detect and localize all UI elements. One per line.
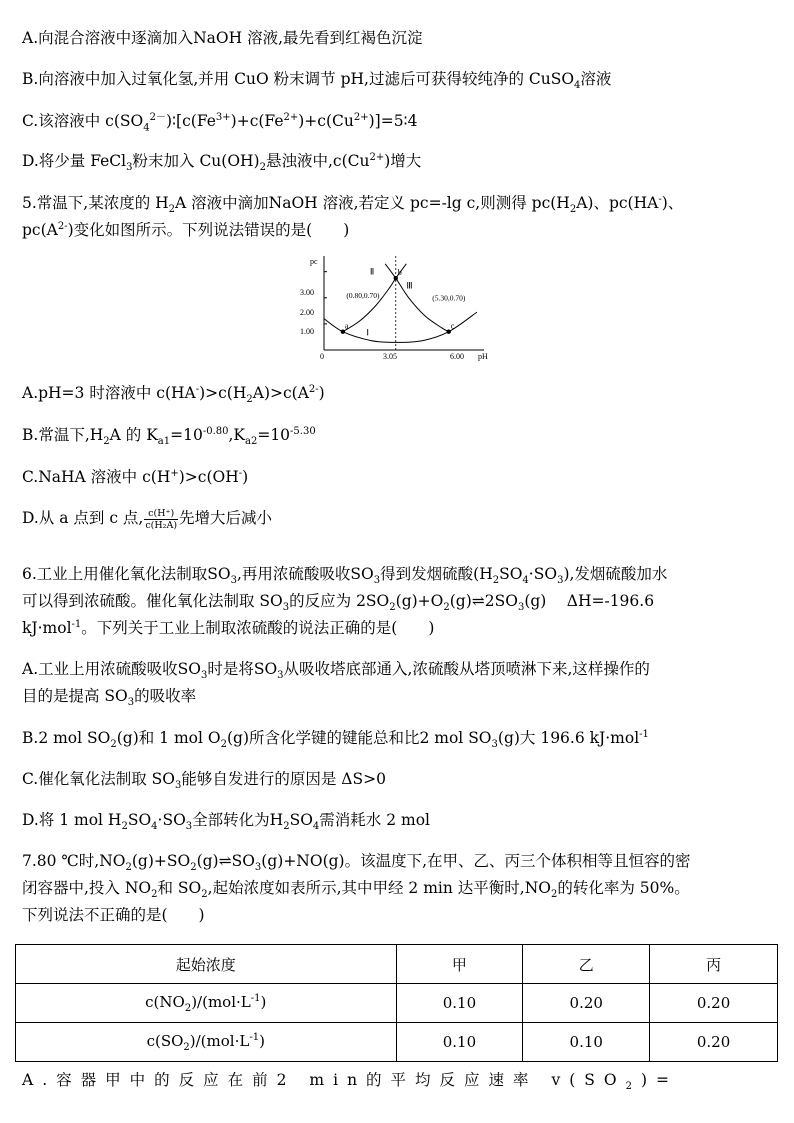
y-tick-label: 2.00 [300, 308, 314, 317]
table-cell: 0.20 [650, 984, 778, 1023]
q7-stem-line2: 闭容器中,投入 $NO_2$和 $SO_2$,起始浓度如表所示,其中甲经 2 min 达平衡时$,NO_2$的转化率为 50%。 [22, 879, 690, 901]
q4-option-b: B.向溶液中加入过氧化氢,并用 CuO 粉末调节 pH,过滤后可获得较纯净的 CuSO$_4$溶液 [22, 70, 612, 92]
q5-option-c: C.NaHA 溶液中 c(H+)>c(OH-) [22, 467, 249, 486]
q6-stem-line3: kJ·mol$^{-1}$。下列关于工业上制取浓硫酸的说法正确的是( ) [22, 618, 435, 637]
q6-option-a-line1: A.工业上用浓硫酸吸收$SO_3$时是将$SO_3$从吸收塔底部通入,浓硫酸从塔顶喷淋下来,这样操作的 [22, 660, 650, 682]
table-cell: 0.20 [523, 984, 650, 1023]
table-header: 丙 [650, 945, 778, 984]
q7-stem-line3: 下列说法不正确的是( ) [22, 906, 205, 924]
q5-option-d: D.从 a 点到 c 点, $\frac{c(H^+)}{\text{c(H₂A)}}$ 先增大后减小 [22, 507, 273, 531]
q5-option-a: A.pH=3 时溶液中 $c(HA^-)>c(H_2A)>c(A^{2-})$ [22, 383, 325, 406]
fraction: $\frac{c(H^+)}{\text{c(H₂A)}}$ [145, 507, 178, 531]
q4-option-a: A.向混合溶液中逐滴加入NaOH 溶液,最先看到红褐色沉淀 [22, 29, 423, 47]
point-label: c [450, 321, 455, 331]
q6-option-b: B.2 mol $SO_2(g)$和 1 mol $O_2(g)$所含化学键的键能总和比2 mol $SO_3(g)$大 196.6 kJ·mol$^{-1}$ [22, 728, 649, 751]
point-label: b [397, 268, 402, 278]
q6-stem-line2: 可以得到浓硫酸。催化氧化法制取 $SO_3$的反应为 $2SO_2(g)+O_2(g)\rightleftharpoons 2SO_3(g)$ ΔH=-196.6 [22, 592, 655, 614]
q6-option-a-line2: 目的是提高 $SO_3$的吸收率 [22, 687, 197, 709]
q7-option-a: A.容器甲中的反应在前2 min的平均反应速率 $v(SO_2)=$ [22, 1071, 679, 1093]
y-tick-label: 3.00 [300, 288, 314, 297]
q7-stem-line1: 7.80 ℃时$,NO_2(g)+SO_2(g)\rightleftharpoons SO_3(g)+NO(g)$。该温度下,在甲、乙、丙三个体积相等且恒容的密 [22, 852, 691, 874]
x-tick-label: 3.05 [383, 352, 397, 361]
q6-stem-line1: 6.工业上用催化氧化法制取$SO_3$,再用浓硫酸吸收$SO_3$得到发烟硫酸$(H_2SO_4\cdot SO_3)$,发烟硫酸加水 [22, 565, 668, 587]
table-cell: 0.10 [396, 984, 523, 1023]
row-label: $c(NO_2)/(mol\cdot L^{-1})$ [16, 984, 397, 1023]
q6-option-c: C.催化氧化法制取 $SO_3$能够自发进行的原因是 ΔS>0 [22, 770, 386, 792]
q4-option-c: C.该溶液中 $c(SO_4^{2-})∶[c(Fe^{3+})+c(Fe^{2+})+c(Cu^{2+})]=5∶4$ [22, 112, 418, 134]
q6-option-d: D.将 1 mol $H_2SO_4\cdot SO_3$全部转化为$H_2SO_4$需消耗水 2 mol [22, 811, 430, 833]
initial-concentration-table [15, 944, 778, 1062]
table-cell: 0.10 [396, 1023, 523, 1062]
table-header: 甲 [396, 945, 523, 984]
table-header-row [16, 945, 778, 984]
table-row [16, 1023, 778, 1062]
coordinate-annotation: (5.30,0.70) [432, 293, 466, 303]
table-header: 乙 [523, 945, 650, 984]
q4-option-d: D.将少量 FeCl$_3$粉末加入 $Cu(OH)_2$悬浊液中$,c(Cu^{2+})$增大 [22, 151, 422, 174]
series-label: Ⅰ [366, 327, 370, 338]
q5-option-b: B.常温下$,H_2A$ 的 $K_{a1}=10^{-0.80},K_{a2}=10^{-5.30}$ [22, 425, 316, 448]
x-tick-label: 6.00 [450, 352, 464, 361]
table-cell: 0.20 [650, 1023, 778, 1062]
table-row [16, 984, 778, 1023]
point-label: a [344, 321, 349, 331]
row-label: $c(SO_2)/(mol\cdot L^{-1})$ [16, 1023, 397, 1062]
y-axis-label: pc [310, 257, 318, 266]
x-tick-label: 0 [320, 352, 324, 361]
series-label: Ⅲ [406, 280, 413, 291]
x-axis-label: pH [478, 352, 488, 361]
pc-ph-chart [298, 252, 498, 364]
table-cell: 0.10 [523, 1023, 650, 1062]
series-label: Ⅱ [369, 266, 375, 277]
q5-stem-line1: 5.常温下,某浓度的 $H_2A$ 溶液中滴加NaOH 溶液,若定义 pc=-lg c,则测得 $pc(H_2A)$、pc(HA-)、 [22, 193, 684, 216]
table-header: 起始浓度 [16, 945, 397, 984]
y-tick-label: 1.00 [300, 327, 314, 336]
q5-stem-line2: $pc(A^{2-})$变化如图所示。下列说法错误的是( ) [22, 220, 350, 239]
coordinate-annotation: (0.80,0.70) [346, 290, 380, 300]
